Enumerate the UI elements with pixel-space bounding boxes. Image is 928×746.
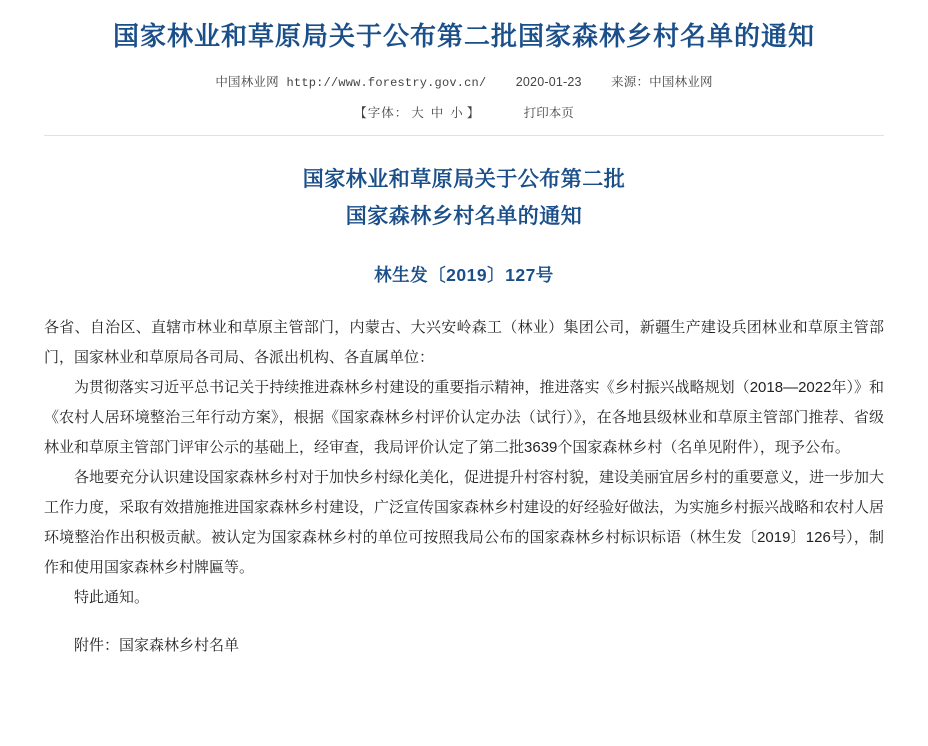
source-prefix-label: 来源： bbox=[611, 75, 650, 90]
paragraph-body-2: 各地要充分认识建设国家森林乡村对于加快乡村绿化美化，促进提升村容村貌，建设美丽宜居乡村的重要意义，进一步加大工作力度，采取有效措施推进国家森林乡村建设，广泛宣传国家森林乡村建设的好经验好做法，为实施乡村振兴战略和农村人居环境整治作出积极贡献。被认定为国家森林乡村的单位可按照我局公布的国家森林乡村标识标语（林生发〔2019〕126号），制作和使用国家森林乡村牌匾等。 bbox=[44, 468, 885, 576]
print-page-link[interactable]: 打印本页 bbox=[523, 106, 574, 121]
document-body bbox=[44, 136, 884, 661]
fontsize-large-link[interactable]: 大 bbox=[411, 106, 425, 121]
page-title: 国家林业和草原局关于公布第二批国家森林乡村名单的通知 bbox=[112, 21, 815, 51]
paragraph-closing: 特此通知。 bbox=[74, 588, 150, 606]
paragraph-addressee: 各省、自治区、直辖市林业和草原主管部门，内蒙古、大兴安岭森工（林业）集团公司，新疆生产建设兵团林业和草原主管部门，国家林业和草原局各司局、各派出机构、各直属单位： bbox=[44, 318, 884, 366]
fontsize-medium-link[interactable]: 中 bbox=[430, 106, 445, 121]
fontsize-control bbox=[354, 106, 480, 120]
document-content bbox=[44, 287, 884, 613]
page-tools bbox=[0, 90, 928, 121]
fontsize-suffix: 】 bbox=[466, 106, 481, 121]
fontsize-small-link[interactable]: 小 bbox=[450, 106, 464, 121]
fontsize-prefix: 【字体： bbox=[354, 106, 409, 121]
source-name: 中国林业网 bbox=[649, 75, 713, 90]
document-title-line-1: 国家林业和草原局关于公布第二批 bbox=[302, 168, 626, 192]
source-site-label: 中国林业网 bbox=[215, 75, 279, 90]
source-url: http://www.forestry.gov.cn/ bbox=[286, 76, 487, 91]
article-meta bbox=[0, 60, 928, 90]
paragraph-body-1: 为贯彻落实习近平总书记关于持续推进森林乡村建设的重要指示精神，推进落实《乡村振兴战略规划（2018—2022年）》和《农村人居环境整治三年行动方案》，根据《国家森林乡村评价认定办法（试行）》，在各地县级林业和草原主管部门推荐、省级林业和草原主管部门评审公示的基础上，经审查，我局评价认定了第二批3639个国家森林乡村（名单见附件），现予公布。 bbox=[44, 378, 884, 456]
document-title-line-2: 国家森林乡村名单的通知 bbox=[345, 205, 583, 229]
attachment-line: 附件：国家森林乡村名单 bbox=[74, 636, 240, 654]
document-title bbox=[44, 162, 884, 236]
document-number: 林生发〔2019〕127号 bbox=[374, 264, 554, 285]
publish-date: 2020-01-23 bbox=[515, 75, 582, 90]
